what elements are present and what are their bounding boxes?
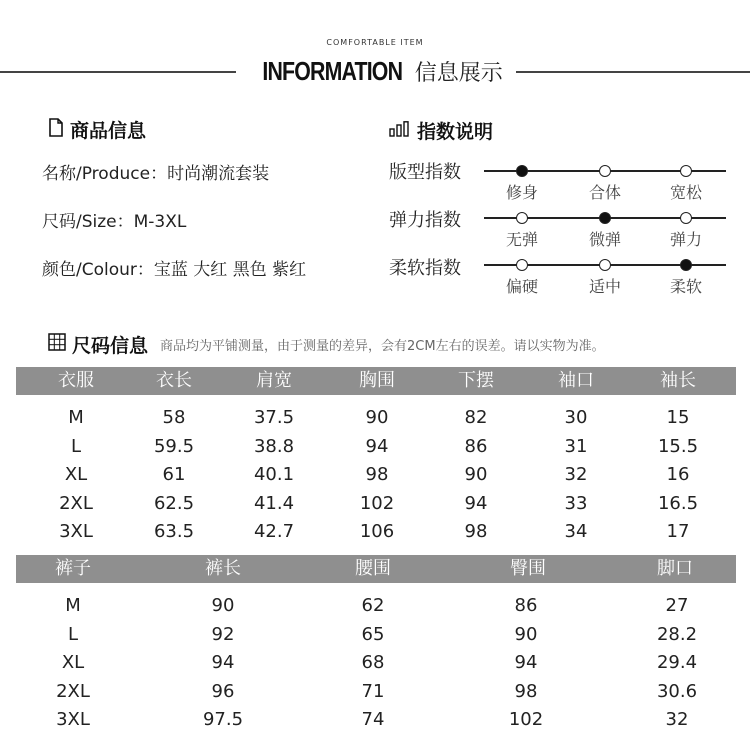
table-cell: 65 [361, 623, 385, 645]
table-cell: 32 [564, 464, 588, 485]
scale-option: 宽松 [669, 183, 702, 202]
info-label: 尺码/Size： [42, 212, 134, 232]
table-cell: 98 [514, 680, 538, 702]
table-cell: 15.5 [657, 435, 699, 457]
table-cell: 63.5 [153, 521, 195, 542]
table-cell: 96 [211, 680, 235, 702]
size-label-cell: M [68, 407, 84, 428]
table-header-cell: 臀围 [510, 558, 546, 579]
table-cell: 15 [666, 407, 690, 428]
table-cell: 98 [365, 464, 389, 485]
table-header-cell: 衣长 [156, 370, 192, 391]
table-cell: 30 [564, 407, 588, 428]
info-value: M-3XL [133, 212, 187, 232]
top-table-header [16, 367, 736, 395]
info-row-name [42, 159, 269, 184]
table-cell: 86 [514, 595, 538, 616]
scale-dot [680, 212, 692, 224]
table-cell: 38.8 [253, 435, 295, 457]
scale-option: 微弹 [588, 230, 621, 249]
table-cell: 32 [665, 709, 689, 730]
info-value: 宝蓝 大红 黑色 紫红 [153, 260, 307, 280]
table-header-cell: 裤子 [55, 558, 91, 579]
table-cell: 61 [162, 464, 186, 485]
scale-dot [599, 259, 611, 271]
info-value: 时尚潮流套装 [167, 164, 270, 184]
table-header-cell: 脚口 [657, 558, 693, 579]
table-cell: 59.5 [153, 435, 195, 457]
size-info-heading [48, 331, 605, 358]
table-cell: 37.5 [253, 407, 295, 428]
product-info-heading [48, 116, 146, 143]
pants-table-header [16, 555, 736, 583]
table-cell: 94 [464, 492, 488, 514]
table-cell: 40.1 [253, 464, 295, 485]
table-cell: 94 [365, 435, 389, 457]
table-cell: 16 [666, 464, 690, 485]
table-cell: 82 [464, 407, 488, 428]
table-cell: 94 [211, 652, 235, 673]
table-header-cell: 袖长 [660, 370, 696, 391]
table-cell: 41.4 [253, 492, 295, 514]
table-cell: 62 [361, 595, 385, 616]
table-header-cell: 下摆 [458, 370, 494, 391]
scale-label: 弹力指数 [389, 210, 461, 231]
table-cell: 58 [162, 407, 186, 428]
header-title [0, 56, 750, 87]
scale-option: 合体 [588, 183, 621, 202]
scale-dot [516, 165, 528, 177]
scale-option: 柔软 [669, 277, 702, 296]
info-label: 颜色/Colour： [42, 260, 154, 280]
size-label-cell: 3XL [56, 709, 90, 730]
scale-label: 柔软指数 [389, 258, 461, 279]
table-cell: 90 [211, 595, 235, 616]
table-cell: 31 [564, 435, 588, 457]
size-info-note: 商品均为平铺测量，由于测量的差异，会有2CM左右的误差。请以实物为准。 [160, 339, 605, 354]
scale-dot [516, 212, 528, 224]
scale-option: 无弹 [505, 230, 538, 249]
table-cell: 90 [464, 464, 488, 485]
scale-dot [599, 212, 611, 224]
header-title-cn: 信息展示 [414, 61, 503, 86]
table-header-cell: 裤长 [205, 558, 241, 579]
bar-chart-icon [389, 120, 411, 142]
table-cell: 102 [508, 709, 544, 730]
index-info-title: 指数说明 [417, 121, 494, 143]
scale-label: 版型指数 [389, 162, 461, 183]
table-cell: 90 [365, 407, 389, 428]
size-label-cell: XL [64, 464, 88, 485]
table-cell: 71 [361, 680, 385, 702]
size-label-cell: 3XL [59, 521, 93, 542]
table-cell: 27 [665, 595, 689, 616]
table-cell: 86 [464, 435, 488, 457]
table-cell: 16.5 [657, 492, 699, 514]
scale-option: 弹力 [669, 230, 702, 249]
size-info-title: 尺码信息 [72, 335, 149, 357]
info-label: 名称/Produce： [42, 164, 168, 184]
table-header-cell: 袖口 [558, 370, 594, 391]
size-label-cell: M [65, 595, 81, 616]
table-header-cell: 胸围 [359, 370, 395, 391]
size-label-cell: L [70, 435, 82, 457]
scale-dot [680, 259, 692, 271]
scale-option: 修身 [505, 183, 538, 202]
scale-option: 适中 [588, 277, 621, 296]
table-cell: 30.6 [656, 680, 698, 702]
table-cell: 74 [361, 709, 385, 730]
table-header-cell: 衣服 [58, 370, 94, 391]
header-title-en: INFORMATION [262, 56, 403, 86]
table-cell: 29.4 [656, 652, 698, 673]
table-cell: 17 [666, 521, 690, 542]
table-cell: 68 [361, 652, 385, 673]
table-cell: 94 [514, 652, 538, 673]
document-icon [48, 118, 64, 142]
table-cell: 28.2 [656, 623, 698, 645]
size-label-cell: XL [61, 652, 85, 673]
table-cell: 102 [359, 492, 395, 514]
header-subtitle: COMFORTABLE ITEM [326, 38, 424, 47]
index-info-heading [389, 117, 493, 144]
table-header-cell: 肩宽 [256, 370, 292, 391]
table-cell: 62.5 [153, 492, 195, 514]
table-cell: 98 [464, 521, 488, 542]
scale-option: 偏硬 [505, 277, 538, 296]
scale-dot [680, 165, 692, 177]
table-header-cell: 腰围 [355, 558, 391, 579]
table-cell: 34 [564, 521, 588, 542]
table-cell: 33 [564, 492, 588, 514]
table-cell: 42.7 [253, 521, 295, 542]
size-label-cell: L [67, 623, 79, 645]
scale-dot [599, 165, 611, 177]
size-label-cell: 2XL [56, 680, 90, 702]
table-cell: 106 [359, 521, 395, 542]
size-label-cell: 2XL [59, 492, 93, 514]
table-cell: 90 [514, 623, 538, 645]
scale-dot [516, 259, 528, 271]
info-row-colour [42, 255, 306, 280]
product-info-title: 商品信息 [70, 120, 147, 142]
info-row-size [42, 207, 186, 232]
table-cell: 92 [211, 623, 235, 645]
table-cell: 97.5 [202, 709, 244, 730]
grid-icon [48, 333, 66, 356]
